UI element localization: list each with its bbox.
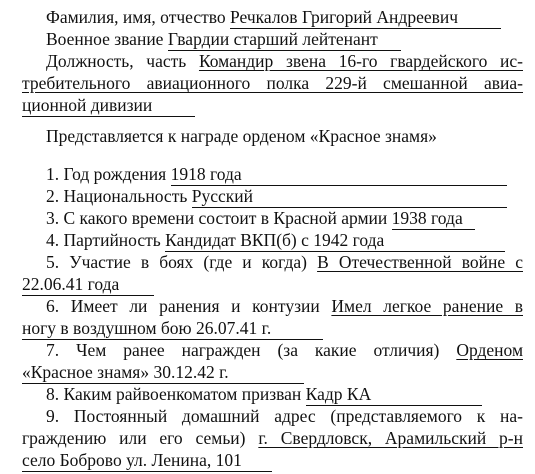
item-value: 1938 года — [392, 208, 475, 230]
item-value-line2: село Боброво ул. Ленина, 101 — [22, 450, 272, 472]
rank-label: Военное звание — [46, 29, 164, 49]
item-draft-office — [46, 382, 523, 406]
item-value-line1: Имел легкое ранение в — [331, 296, 523, 317]
item-value-line1: г. Свердловск, Арамильский р-н — [258, 428, 523, 448]
name-label: Фамилия, имя, отчество — [46, 7, 226, 27]
item-wounds — [46, 294, 523, 318]
item-value-line2: 22.06.41 года — [22, 274, 154, 296]
item-combat — [46, 250, 523, 274]
item-army-since — [46, 206, 523, 230]
item-label: 2. Национальность — [46, 186, 188, 207]
item-value: Кандидат ВКП(б) с 1942 года — [165, 230, 505, 252]
position-row — [46, 49, 523, 73]
item-wounds-cont — [22, 316, 523, 340]
item-label: 7. Чем ранее награжден (за какие отличия) — [46, 340, 440, 361]
rank-value: Гвардии старший лейтенант — [168, 29, 401, 51]
item-label: 6. Имеет ли ранения и контузии — [46, 296, 320, 317]
item-label: 3. С какого времени состоит в Красной армии — [46, 208, 388, 229]
item-value: Русский — [192, 186, 507, 208]
item-address-line2 — [22, 426, 523, 450]
item-value: Кадр КА — [306, 384, 482, 406]
item-value: 1918 года — [171, 164, 507, 186]
position-value-line3: ционной дивизии — [22, 95, 195, 117]
position-value-line2: требительного авиационного полка 229-й смешанной авиа- — [22, 72, 523, 93]
rank-row — [46, 27, 523, 51]
item-party — [46, 228, 523, 252]
item-awards — [46, 338, 523, 362]
item-label-line2: граждению или его семьи) — [22, 428, 246, 448]
position-label: Должность, часть — [46, 50, 187, 71]
item-awards-cont — [22, 360, 523, 384]
item-nationality — [46, 184, 523, 208]
item-address-line3 — [22, 448, 523, 472]
item-label: 8. Каким райвоенкоматом призван — [46, 384, 302, 405]
item-value-line2: «Красное знамя» 30.12.42 г. — [22, 362, 304, 384]
award-text: Представляется к награде орденом «Красное знамя» — [46, 126, 437, 146]
name-value: Речкалов Григорий Андреевич — [230, 7, 501, 29]
position-value-line1: Командир звена 16-го гвардейского ис- — [198, 50, 523, 71]
item-value-line1: В Отечественной войне с — [317, 252, 523, 273]
item-combat-cont — [22, 272, 523, 296]
item-birth-year — [46, 162, 523, 186]
item-value-line2: ногу в воздушном бою 26.07.41 г. — [22, 318, 323, 340]
item-label: 4. Партийность — [46, 230, 161, 251]
item-label-line1: 9. Постоянный домашний адрес (представляемого к на- — [46, 406, 523, 427]
item-value-line1: Орденом — [456, 340, 523, 361]
position-value-line2-row — [22, 71, 523, 95]
position-value-line3-row — [22, 93, 523, 117]
item-label: 1. Год рождения — [46, 164, 167, 185]
name-row — [46, 5, 523, 29]
item-label: 5. Участие в боях (где и когда) — [46, 252, 307, 273]
item-address — [46, 404, 523, 428]
